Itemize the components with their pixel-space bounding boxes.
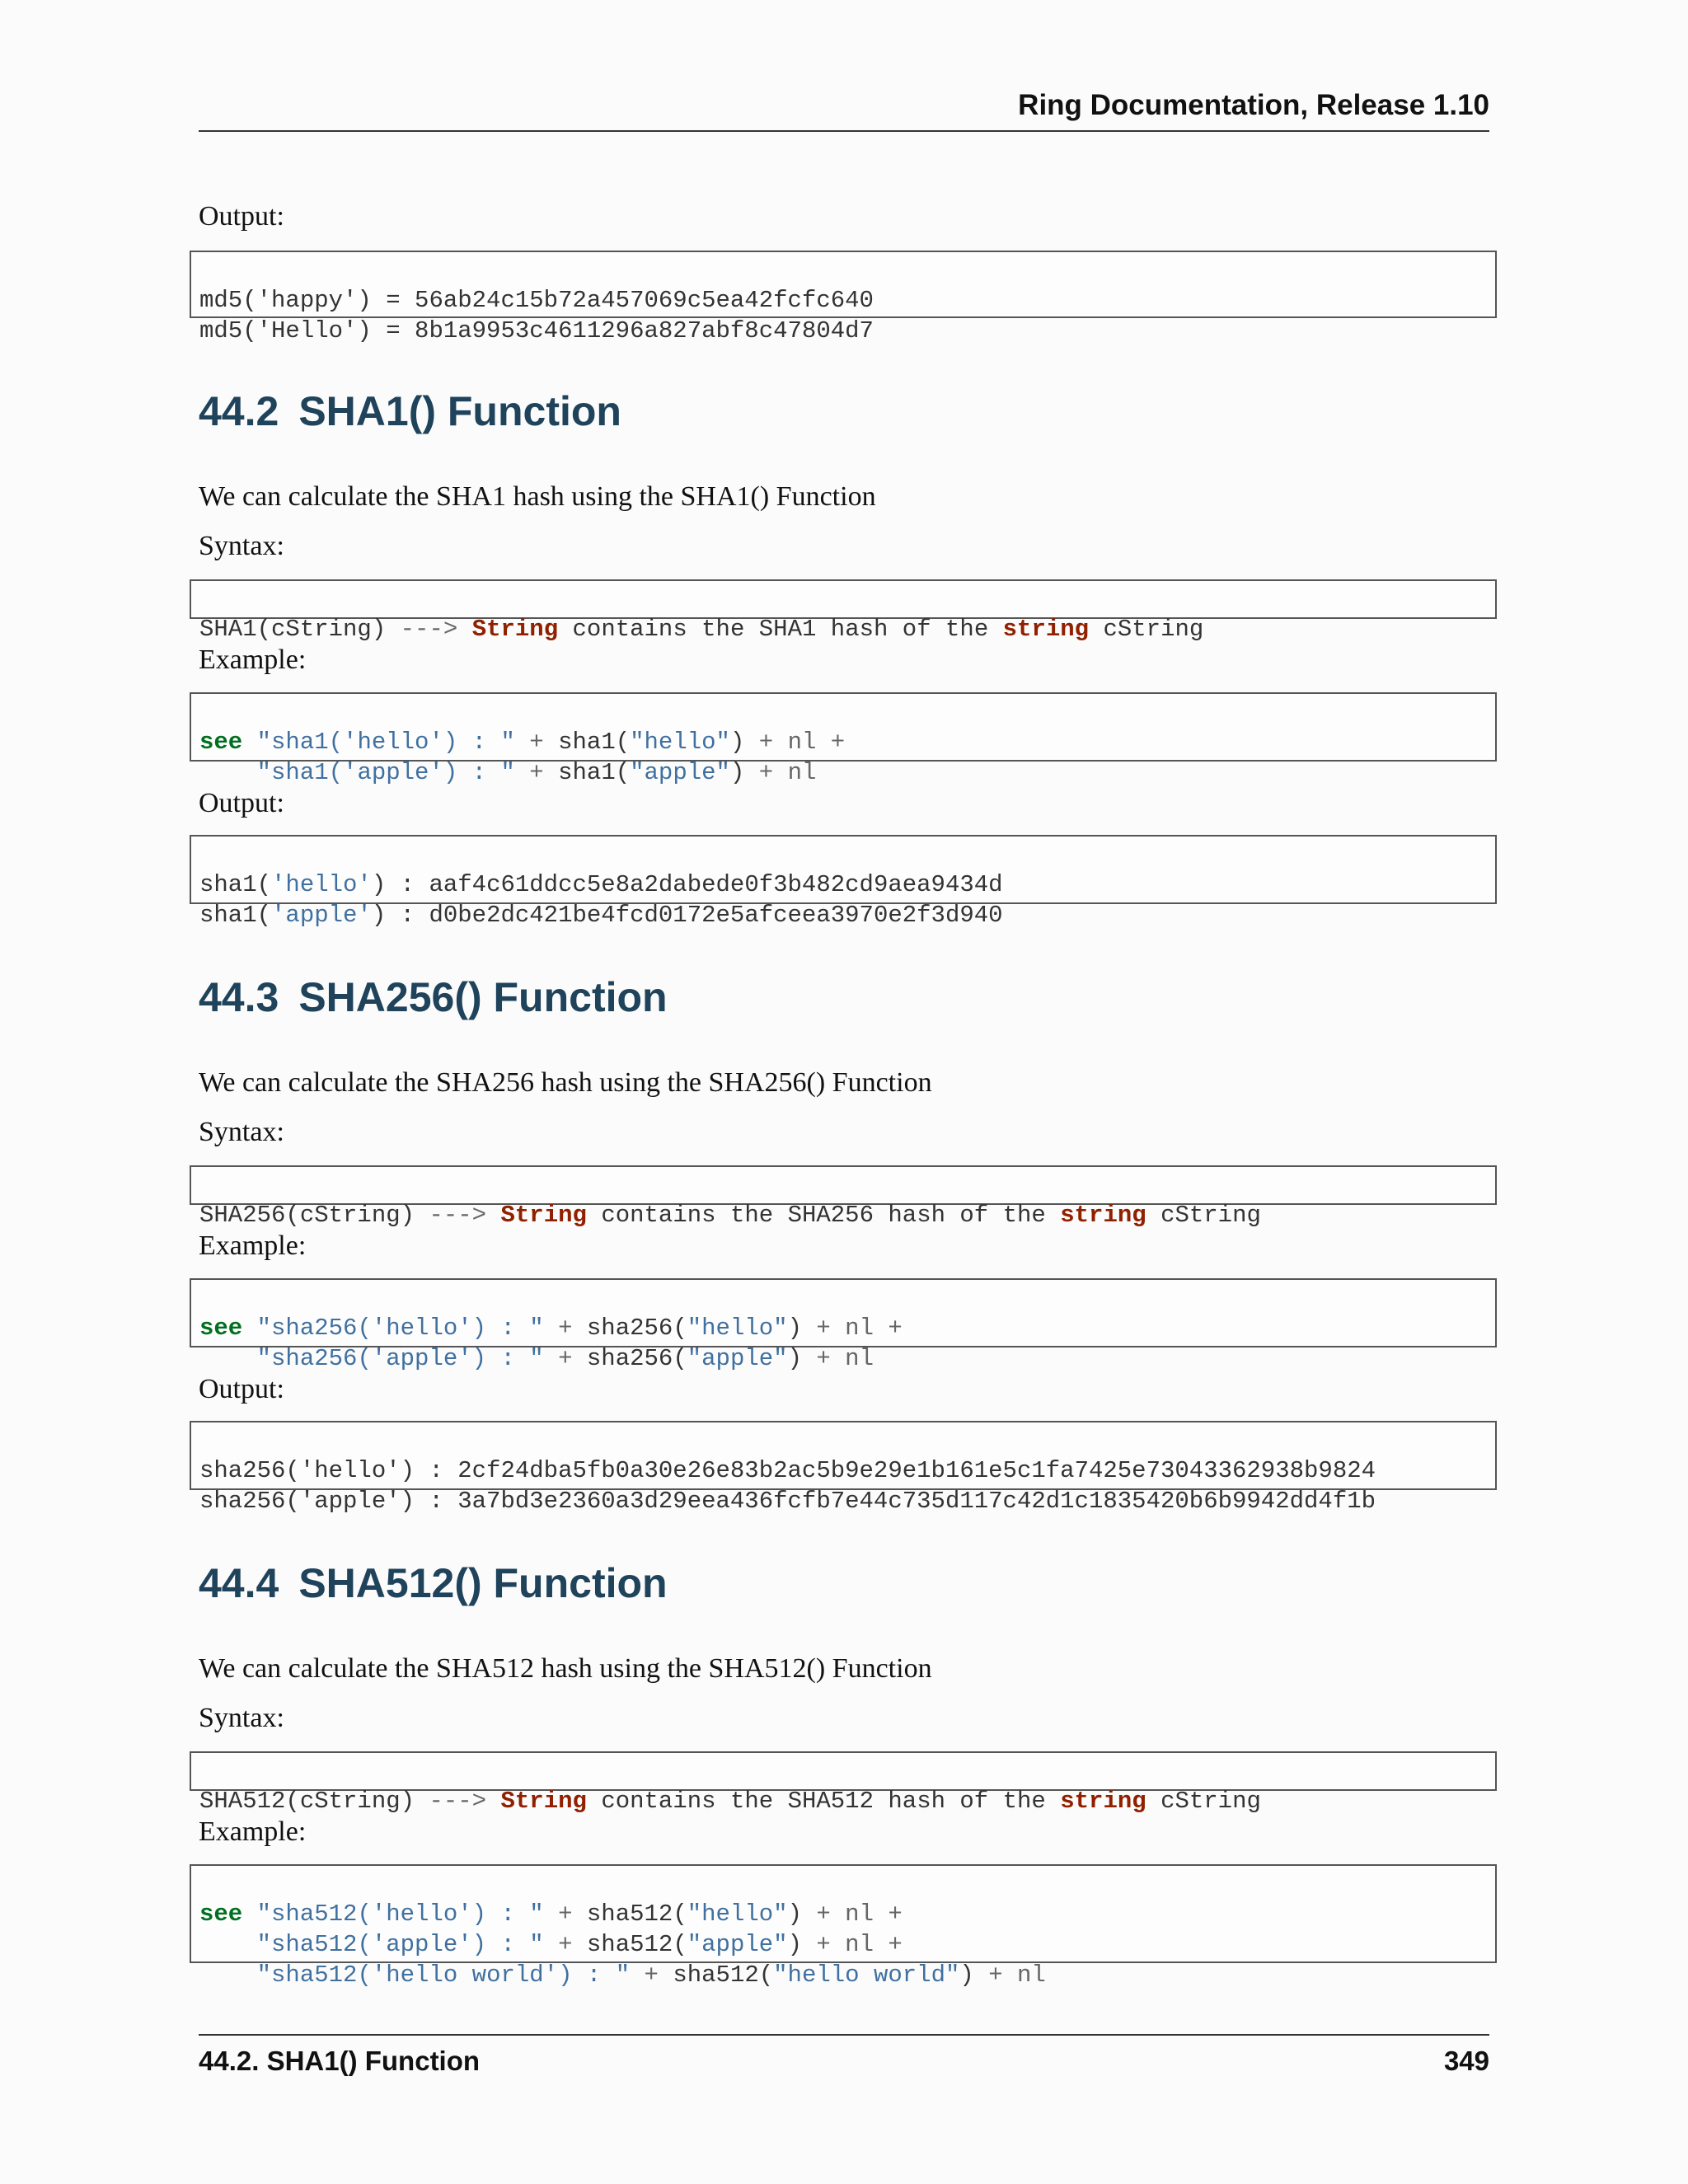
sha1-output-block (190, 835, 1497, 929)
sha1-example-block (190, 692, 1497, 786)
sha256-intro: We can calculate the SHA256 hash using the SHA256() Function (199, 1067, 932, 1098)
syntax-label: Syntax: (199, 1703, 284, 1733)
sha512-example-block (190, 1864, 1497, 1989)
code-line: see "sha1('hello') : " + sha1("hello") + nl + (199, 729, 846, 756)
sha512-syntax-block (190, 1751, 1497, 1815)
code-line: SHA1(cString) ---> String contains the SHA1 hash of the string cString (199, 616, 1204, 643)
sha256-example-block (190, 1278, 1497, 1372)
md5-output-block (190, 251, 1497, 344)
sha512-intro: We can calculate the SHA512 hash using the SHA512() Function (199, 1653, 932, 1684)
syntax-label: Syntax: (199, 1117, 284, 1147)
sha256-output-block (190, 1421, 1497, 1515)
code-line: SHA256(cString) ---> String contains the SHA256 hash of the string cString (199, 1202, 1261, 1229)
header-title: Ring Documentation, Release 1.10 (1018, 89, 1489, 121)
sha1-intro: We can calculate the SHA1 hash using the SHA1() Function (199, 481, 876, 512)
code-line: "sha512('apple') : " + sha512("apple") + nl + (256, 1931, 903, 1958)
sha256-syntax-block (190, 1165, 1497, 1229)
section-heading-sha512: 44.4 SHA512() Function (199, 1560, 668, 1606)
syntax-label: Syntax: (199, 531, 284, 561)
example-label: Example: (199, 644, 307, 675)
code-line: md5('happy') = 56ab24c15b72a457069c5ea42fcfc640 (199, 287, 874, 314)
code-line: sha1('hello') : aaf4c61ddcc5e8a2dabede0f3b482cd9aea9434d (199, 871, 1003, 898)
code-line: "sha512('hello world') : " + sha512("hello world") + nl (256, 1961, 1046, 1989)
code-line: "sha256('apple') : " + sha256("apple") + nl (256, 1345, 874, 1372)
example-label: Example: (199, 1816, 307, 1847)
page-number: 349 (1443, 2046, 1489, 2076)
output-label: Output: (199, 1374, 284, 1404)
footer-section: 44.2. SHA1() Function (199, 2046, 481, 2076)
code-line: md5('Hello') = 8b1a9953c4611296a827abf8c47804d7 (199, 317, 874, 344)
section-heading-sha256: 44.3 SHA256() Function (199, 974, 668, 1020)
code-line: sha1('apple') : d0be2dc421be4fcd0172e5afceea3970e2f3d940 (199, 902, 1003, 929)
code-line: sha256('hello') : 2cf24dba5fb0a30e26e83b2ac5b9e29e1b161e5c1fa7425e73043362938b9824 (199, 1457, 1376, 1484)
example-label: Example: (199, 1230, 307, 1261)
code-line: SHA512(cString) ---> String contains the SHA512 hash of the string cString (199, 1788, 1261, 1815)
code-line: see "sha256('hello') : " + sha256("hello") + nl + (199, 1315, 903, 1342)
code-line: see "sha512('hello') : " + sha512("hello") + nl + (199, 1900, 903, 1928)
code-line: sha256('apple') : 3a7bd3e2360a3d29eea436fcfb7e44c735d117c42d1c1835420b6b9942dd4f1b (199, 1488, 1376, 1515)
page-header (199, 89, 1489, 132)
output-label: Output: (199, 201, 284, 232)
section-heading-sha1: 44.2 SHA1() Function (199, 388, 621, 434)
code-line: "sha1('apple') : " + sha1("apple") + nl (256, 759, 817, 786)
output-label: Output: (199, 788, 284, 818)
page-footer (199, 2034, 1489, 2095)
sha1-syntax-block (190, 579, 1497, 643)
